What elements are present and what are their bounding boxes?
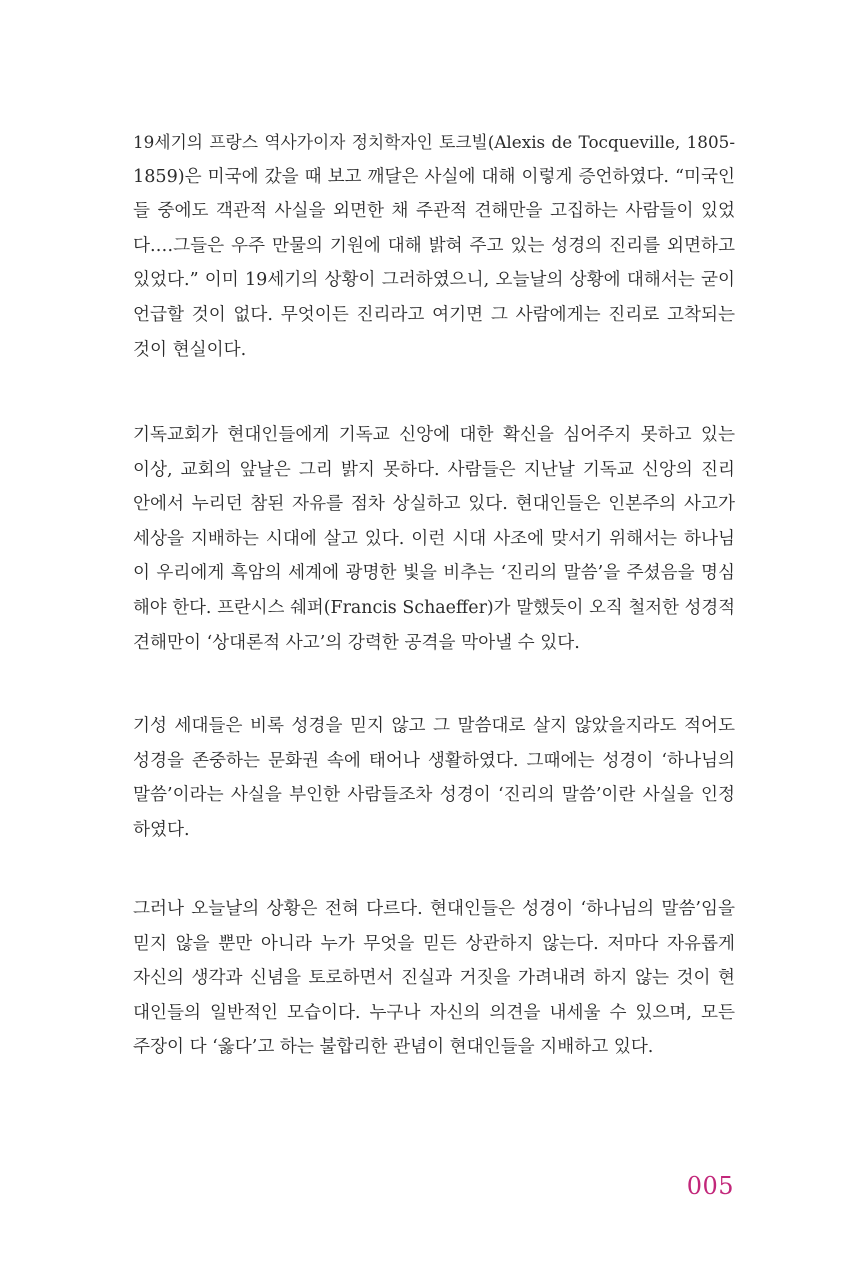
page-number: 005 (686, 1172, 734, 1200)
paragraph-3 (133, 709, 735, 847)
paragraph-line: 것이 현실이다. (133, 339, 247, 360)
paragraph-line: 하였다. (133, 819, 190, 840)
paragraph-line: 그러나 오늘날의 상황은 전혀 다르다. 현대인들은 성경이 ‘하나님의 말씀’임을 (133, 899, 735, 919)
paragraph-line: 들 중에도 객관적 사실을 외면한 채 주관적 견해만을 고집하는 사람들이 있었 (133, 201, 735, 222)
paragraph-line: 기독교회가 현대인들에게 기독교 신앙에 대한 확신을 심어주지 못하고 있는 (133, 425, 735, 445)
paragraph-line: 있었다.” 이미 19세기의 상황이 그러하였으니, 오늘날의 상황에 대해서는 굳이 (133, 270, 735, 291)
paragraph-line: 안에서 누리던 참된 자유를 점차 상실하고 있다. 현대인들은 인본주의 사고가 (133, 494, 735, 515)
paragraph-line: 1859)은 미국에 갔을 때 보고 깨달은 사실에 대해 이렇게 증언하였다. “미국인 (133, 166, 735, 187)
paragraph-line: 성경을 존중하는 문화권 속에 태어나 생활하였다. 그때에는 성경이 ‘하나님의 (133, 750, 735, 771)
paragraph-line: 세상을 지배하는 시대에 살고 있다. 이런 시대 사조에 맞서기 위해서는 하나님 (133, 528, 735, 549)
paragraph-2 (133, 418, 735, 660)
paragraph-line: 기성 세대들은 비록 성경을 믿지 않고 그 말씀대로 살지 않았을지라도 적어도 (133, 716, 735, 736)
paragraph-line: 다.…그들은 우주 만물의 기원에 대해 밝혀 주고 있는 성경의 진리를 외면하고 (133, 235, 735, 256)
paragraph-line: 이 우리에게 흑암의 세계에 광명한 빛을 비추는 ‘진리의 말씀’을 주셨음을 명심 (133, 563, 735, 584)
paragraph-line: 이상, 교회의 앞날은 그리 밝지 못하다. 사람들은 지난날 기독교 신앙의 진리 (133, 459, 735, 480)
paragraph-4 (133, 892, 735, 1065)
paragraph-line: 말씀’이라는 사실을 부인한 사람들조차 성경이 ‘진리의 말씀’이란 사실을 인정 (133, 785, 735, 806)
paragraph-line: 해야 한다. 프란시스 쉐퍼(Francis Schaeffer)가 말했듯이 오직 철저한 성경적 (133, 597, 735, 618)
paragraph-1 (133, 125, 735, 367)
paragraph-line: 견해만이 ‘상대론적 사고’의 강력한 공격을 막아낼 수 있다. (133, 632, 580, 653)
paragraph-line: 자신의 생각과 신념을 토로하면서 진실과 거짓을 가려내려 하지 않는 것이 현 (133, 968, 735, 989)
paragraph-line: 주장이 다 ‘옳다’고 하는 불합리한 관념이 현대인들을 지배하고 있다. (133, 1037, 654, 1058)
paragraph-line: 대인들의 일반적인 모습이다. 누구나 자신의 의견을 내세울 수 있으며, 모든 (133, 1002, 735, 1023)
paragraph-line: 언급할 것이 없다. 무엇이든 진리라고 여기면 그 사람에게는 진리로 고착되는 (133, 304, 735, 325)
paragraph-line: 19세기의 프랑스 역사가이자 정치학자인 토크빌(Alexis de Tocqueville, 1805- (133, 132, 735, 152)
paragraph-line: 믿지 않을 뿐만 아니라 누가 무엇을 믿든 상관하지 않는다. 저마다 자유롭게 (133, 933, 735, 954)
